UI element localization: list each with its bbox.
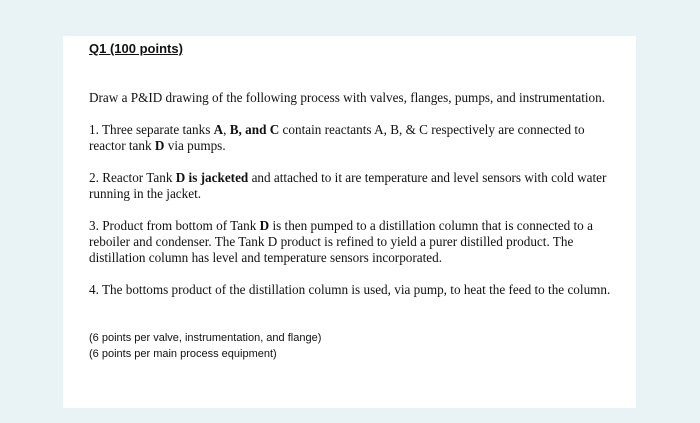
text-segment: via pumps.	[164, 138, 226, 153]
document-page	[63, 36, 636, 408]
text-segment: 4. The bottoms product of the distillation column is used, via pump, to heat the feed to the column.	[89, 282, 611, 297]
intro-paragraph: Draw a P&ID drawing of the following process with valves, flanges, pumps, and instrumentation.	[89, 90, 606, 105]
bold-text-segment: D	[154, 138, 165, 153]
grading-notes	[89, 330, 616, 362]
text-segment: is then pumped to a distillation column that is connected to a reboiler and condenser. The Tank D product is refined to yield a purer distilled product. The distillation column has level and temperature sensors incorporated.	[89, 218, 593, 265]
text-segment: 1. Three separate tanks	[89, 122, 214, 137]
bold-text-segment: B,	[229, 122, 242, 137]
question-heading: Q1 (100 points)	[89, 41, 183, 56]
item-2-paragraph	[89, 170, 616, 202]
text-segment: contain reactants A, B, & C respectively are connected to reactor tank	[89, 122, 585, 153]
item-3-paragraph	[89, 218, 616, 266]
grading-note: (6 points per main process equipment)	[89, 348, 277, 360]
text-segment: and attached to it are temperature and level sensors with cold water running in the jacket.	[89, 170, 607, 201]
bold-text-segment: and C	[245, 122, 280, 137]
grading-note: (6 points per valve, instrumentation, and flange)	[89, 332, 322, 344]
text-segment: ,	[223, 122, 230, 137]
item-1-paragraph	[89, 122, 616, 154]
bold-text-segment: A	[213, 122, 224, 137]
text-segment: 3. Product from bottom of Tank	[89, 218, 260, 233]
item-4-paragraph	[89, 282, 616, 298]
bold-text-segment: D is jacketed	[175, 170, 249, 185]
bold-text-segment: D	[259, 218, 270, 233]
text-segment: 2. Reactor Tank	[89, 170, 176, 185]
